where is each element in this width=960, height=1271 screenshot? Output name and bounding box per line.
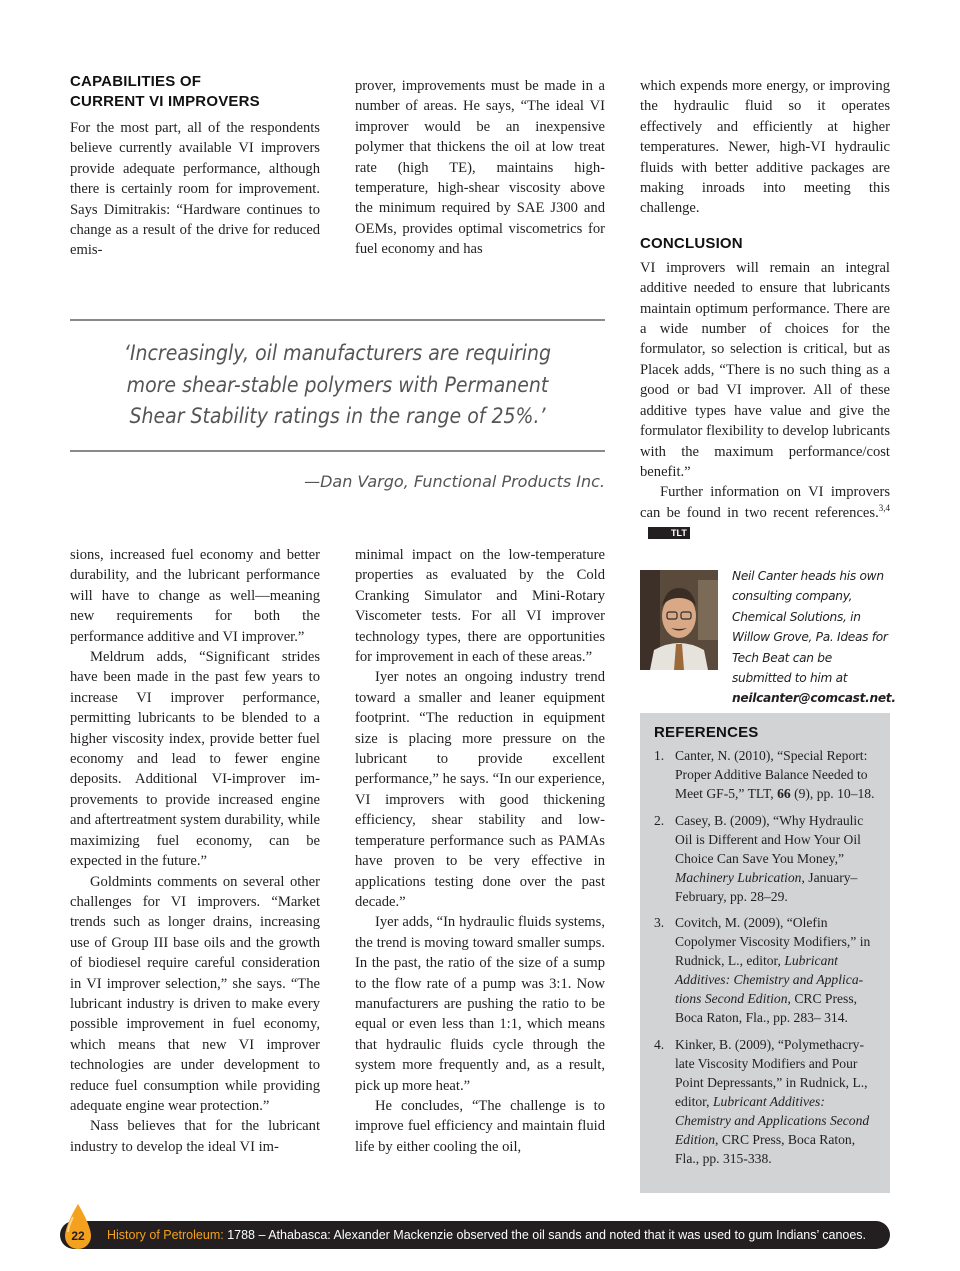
footnote-ref: 3,4 [878,502,890,513]
reference-item: 3. Covitch, M. (2009), “Olefin Copolymer Viscosity Modifiers,” in Rudnick, L., editor, Lubricant Additives: Chemistry and Applications Second Edition, CRC Press, Boca Raton, Fla., pp. 283– 314. [654,915,871,1025]
paragraph: which expends more energy, or improving the hydraulic fluid so it operates effectively and efficiently at higher temperatures. Newer, high-VI hydraulic fluids with better additive packages are making inroads into meeting this challenge. [640,78,890,217]
footer-text: 1788 – Athabasca: Alexander Mackenzie observed the oil sands and noted that it was used to gum Indians’ canoes. [223,1228,867,1242]
paragraph: VI improvers will remain an integral additive needed to ensure that lubricants maintain optimum performance. There are a wide number of choices for the formulator, so selection is critical, but as Placek adds, “There is no such thing as a good or bad VI improver. All of these additive types have value and give the formulator flexibility to develop lubricants with the maximum performance/cost benefit.” [640,259,890,480]
column-2-bottom [355,545,605,1157]
author-photo [640,570,718,670]
paragraph: Iyer adds, “In hydraulic fluids systems, the trend is moving toward smaller sumps. In the past, the ratio of the size of a sump to the flow rate of a pump was 3:1. Now manufacturers are pushing the ratio to be equal or even less than 1:1, which means that hydraulic fluids cycle through the system more frequently and, as a result, pick up more heat.” [355,914,605,1094]
reference-item: 4. Kinker, B. (2009), “Polymethacrylate Viscosity Modifiers and Pour Point Depressants,” in Rudnick, L., editor, Lubricant Additives: Chemistry and Applications Second Edition, CRC Press, Boca Raton, Fla., pp. 315-338. [654,1036,870,1166]
tlt-end-mark: TLT [648,527,690,539]
paragraph: minimal impact on the low-temperature properties as evaluated by the Cold Cranking Simulator and Mini-Rotary Viscometer tests. For all VI improver technology types, there are opportunities for improvement in each of these areas.” [355,547,605,666]
paragraph: Meldrum adds, “Significant strides have been made in the past few years to increase VI improver performance, permitting lubricants to be blended to a higher viscosity index, provide better fuel economy and lead to fewer engine deposits. Additional VI-improver improvements to provide increased engine and aftertreatment system durability, while maximizing fuel economy, can be expected in the future.” [70,649,320,870]
pull-quote-attribution: —Dan Vargo, Functional Products Inc. [304,472,605,491]
footer-label: History of Petroleum: [107,1228,224,1242]
oil-drop-icon [62,1203,94,1251]
references-box [640,713,890,1193]
paragraph: sions, increased fuel economy and better durability, and the lubricant performance will have to change as well—meaning new requirements for both the performance additive and VI improver.” [70,547,320,645]
pullquote-top-rule [70,319,605,321]
footer-bar [60,1221,890,1249]
paragraph: Iyer notes an ongoing industry trend toward a smaller and leaner equipment footprint. “The reduction in equipment size is placing more pressure on the lubricant to provide excellent performance,” he says. “In our experience, VI improvers with good thickening efficiency, shear stability and low-temperature performance such as PAMAs have proven to be very effective in applications testing done over the past decade.” [355,669,605,910]
author-bio: Neil Canter heads his own consulting company, Chemical Solutions, in Willow Grove, Pa. Ideas for Tech Beat can be submitted to him at neilcanter@comcast.net. [732,569,896,706]
column-1-top [70,72,320,261]
paragraph: Further information on VI improvers can be found in two recent references.$^{3,4}$TLT [640,484,890,539]
pullquote-bottom-rule [70,450,605,452]
paragraph: Goldmints comments on several other challenges for VI improvers. “Market trends such as longer drains, increasing use of Group III base oils and the growth of biodiesel require careful consideration in VI improver selection,” she says. “The lubricant industry is driven to make every possible improvement in fuel economy, which means that new VI improver technologies are under development to reduce fuel consumption while providing adequate engine wear protection.” [70,873,320,1114]
paragraph: Nass believes that for the lubricant industry to develop the ideal VI im- [70,1118,320,1155]
pull-quote: ‘Increasingly, oil manufacturers are requiring more shear-stable polymers with Permanent Shear Stability ratings in the range of 25%.’ [123,341,552,429]
section-heading-conclusion: CONCLUSION [640,234,743,252]
section-heading-capabilities: CAPABILITIES OF CURRENT VI IMPROVERS [70,73,260,110]
paragraph: For the most part, all of the respondents believe currently available VI improvers provide adequate performance, although there is certainly room for improvement. Says Dimitrakis: “Hardware continues to change as a result of the drive for reduced emis- [70,120,320,259]
author-email[interactable]: neilcanter@comcast.net [732,691,892,706]
column-3 [640,76,890,544]
reference-item: 1. Canter, N. (2010), “Special Report: Proper Additive Balance Needed to Meet GF-5,” TLT, 66 (9), pp. 10–18. [654,748,875,801]
column-2-top [355,76,605,260]
column-1-bottom [70,545,320,1157]
author-portrait-icon [640,570,718,670]
references-list [654,746,876,1168]
reference-item: 2. Casey, B. (2009), “Why Hydraulic Oil is Different and How Your Oil Choice Can Save You Money,” Machinery Lubrication, January–February, pp. 28–29. [654,812,864,904]
paragraph: He concludes, “The challenge is to improve fuel efficiency and maintain fluid life by either cooling the oil, [355,1097,605,1155]
page-number: 22 [71,1229,85,1243]
paragraph: prover, improvements must be made in a number of areas. He says, “The ideal VI improver would be an inexpensive polymer that thickens the oil at low treat rate (high TE), maintains high-temperature, high-shear viscosity above the minimum required by SAE J300 and OEMs, provides optimal viscometrics for fuel economy and has [355,78,605,258]
references-heading: REFERENCES [654,724,759,741]
